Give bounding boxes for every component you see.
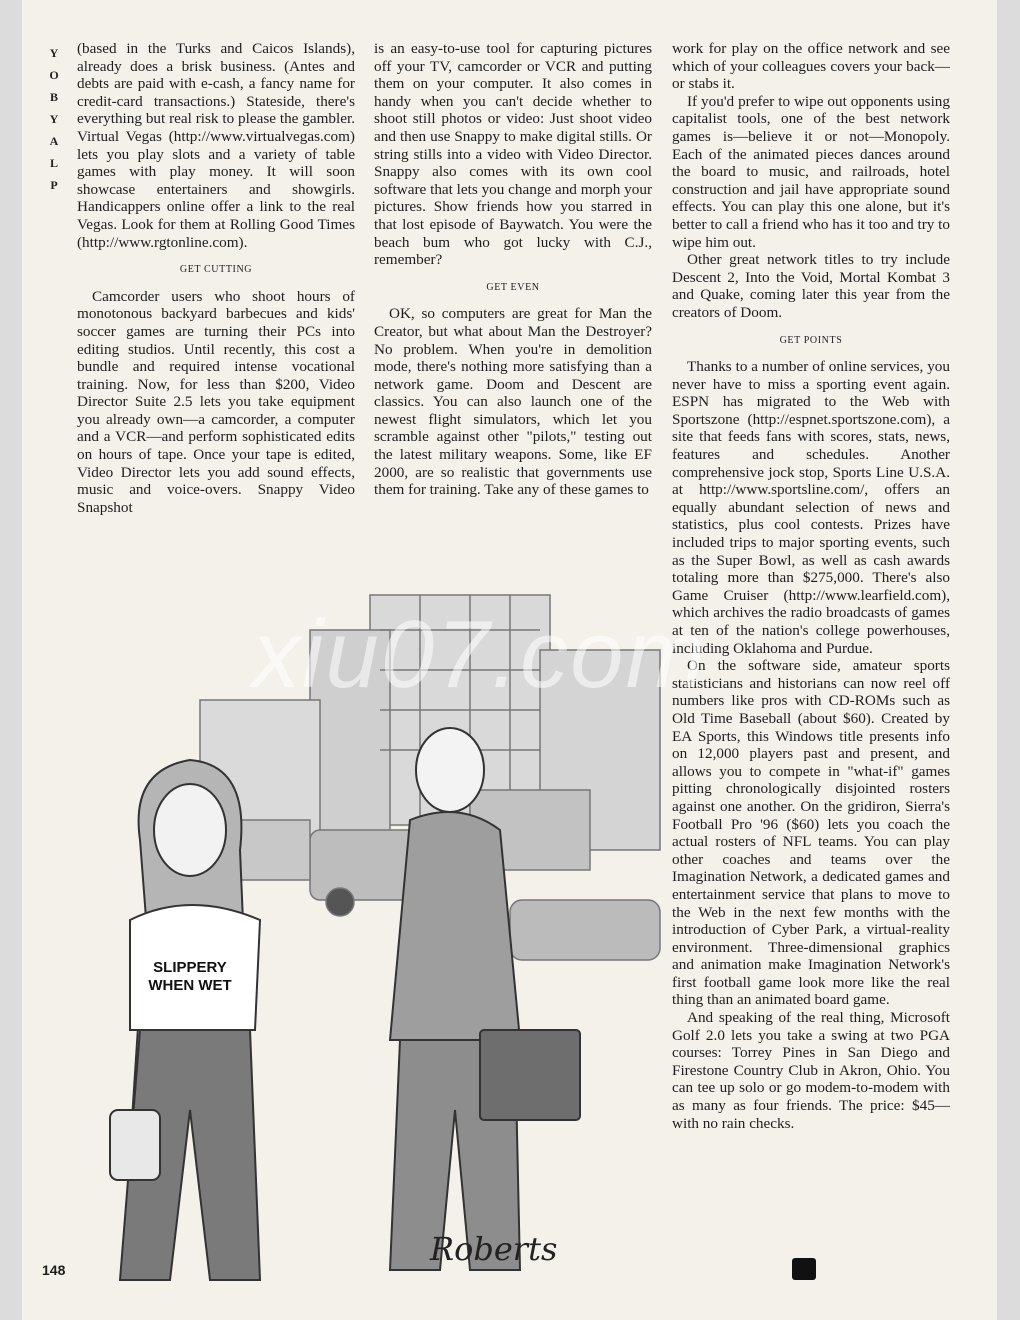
paragraph: And speaking of the real thing, Microsoft Golf 2.0 lets you take a swing at two PGA courses: Torrey Pines in San Diego and Firestone Country Club in Akron, Ohio. You can tee up solo or go modem-to-modem with as many as four friends. The price: $45—with no rain checks. — [672, 1009, 950, 1132]
woman-figure — [110, 760, 260, 1280]
masthead-letter: O — [49, 68, 59, 82]
page-number: 148 — [42, 1262, 66, 1278]
paragraph: work for play on the office network and see which of your colleagues covers your back—or stabs it. — [672, 40, 950, 93]
masthead-letter: L — [49, 156, 58, 170]
section-heading: GET POINTS — [779, 334, 843, 346]
paragraph: Other great network titles to try include Descent 2, Into the Void, Mortal Kombat 3 and Quake, coming later this year from the creators of Doom. — [672, 251, 950, 321]
masthead-letter: A — [49, 134, 59, 148]
section-heading: GET CUTTING — [179, 264, 253, 276]
paragraph: If you'd prefer to wipe out opponents using capitalist tools, one of the best network games is—believe it or not—Monopoly. Each of the animated pieces dances around the board to music, and railroads, hotel construction and jail have appropriate sound effects. You can play this one alone, but it's better to call a friend who has it too and try to wipe him out. — [672, 92, 950, 251]
masthead-letter: P — [50, 178, 58, 192]
text-column-2 — [374, 40, 652, 499]
paragraph: On the software side, amateur sports statisticians and historians can now reel off numbers like pros with CD-ROMs such as Old Time Baseball (about $60). Created by EA Sports, this Windows title presents info on 12,000 players past and present, and allows you to compete in "what-if" games pitting chronologically disjointed rosters against one another. On the gridiron, Sierra's Football Pro '96 ($60) lets you coach the actual rosters of NFL teams. You can play other coaches and teams over the Imagination Network, a dedicated games and entertainment service that plans to move to the Web in the next few months with the introduction of Cyber Park, a virtual-reality environment. Three-dimensional graphics and animation make Imagination Network's first football game look more like the real thing than an animated board game. — [672, 657, 950, 1009]
shirt-text-line2: WHEN WET — [148, 977, 232, 994]
playboy-bunny-icon — [792, 1258, 816, 1280]
masthead-vertical — [44, 42, 64, 196]
paragraph: Camcorder users who shoot hours of monotonous backyard barbecues and kids' soccer games are turning their PCs into editing studios. Until recently, this cost a bundle and required intense vocational training. Now, for less than $200, Video Director Suite 2.5 lets you take equipment you already own—a camcorder, a computer and a VCR—and perform sophisticated edits on hours of tape. Once your tape is edited, Video Director lets you add sound effects, music and voice-overs. Snappy Video Snapshot — [77, 287, 355, 516]
masthead-letter: B — [49, 90, 58, 104]
paragraph: (based in the Turks and Caicos Islands), already does a brisk business. (Antes and debts are paid with e-cash, a fancy name for credit-card transactions.) Stateside, there's everything but real risk to please the gambler. Virtual Vegas (http://www.virtualvegas.com) lets you play slots and a variety of table games with play money. It will soon showcase entertainers and showgirls. Handicappers online offer a link to the real Vegas. Look for them at Rolling Good Times (http://www.rgtonline.com). — [77, 40, 355, 251]
watermark: xiu07.com — [252, 601, 708, 708]
section-heading: GET EVEN — [486, 281, 540, 293]
paragraph: is an easy-to-use tool for capturing pictures off your TV, camcorder or VCR and putting them on your computer. It also comes in handy when you can't decide whether to shoot still photos or video: Just shoot video and then use Snappy to make digital stills. Or string stills into a video with Video Director. Snappy also comes with its own cool software that lets you change and morph your pictures. Show friends how you starred in that lost episode of Baywatch. You were the beach bum who got lucky with C.J., remember? — [374, 40, 652, 269]
shirt-text-line1: SLIPPERY — [153, 959, 227, 976]
text-column-1 — [77, 40, 355, 516]
masthead-letter: Y — [49, 112, 59, 126]
magazine-page — [22, 0, 997, 1320]
masthead-letter: Y — [49, 46, 59, 60]
artist-signature: Roberts — [430, 1230, 558, 1268]
paragraph: OK, so computers are great for Man the Creator, but what about Man the Destroyer? No problem. When you're in demolition mode, there's nothing more satisfying than a network game. Doom and Descent are classics. You can also launch one of the newest flight simulators, which let you scramble against other "pilots," testing out the latest military weapons. Some, like EF 2000, are so realistic that governments use them for training. Take any of these games to — [374, 305, 652, 499]
paragraph: Thanks to a number of online services, you never have to miss a sporting event again. ESPN has migrated to the Web with Sportszone (http://espnet.sportszone.com), a site that feeds fans with scores, stats, news, features and schedules. Another comprehensive jock stop, Sports Line U.S.A. at http://www.sportsline.com/, offers an equally abundant selection of news and statistics, plus cool contests. Prizes have included trips to major sporting events, such as the Super Bowl, as well as cash awards totaling more than $275,000. There's also Game Cruiser (http://www.learfield.com), which archives the radio broadcasts of games at ten of the nation's college powerhouses, including Oklahoma and Purdue. — [672, 358, 950, 657]
cartoon-illustration — [70, 590, 670, 1290]
text-column-3 — [672, 40, 950, 1132]
